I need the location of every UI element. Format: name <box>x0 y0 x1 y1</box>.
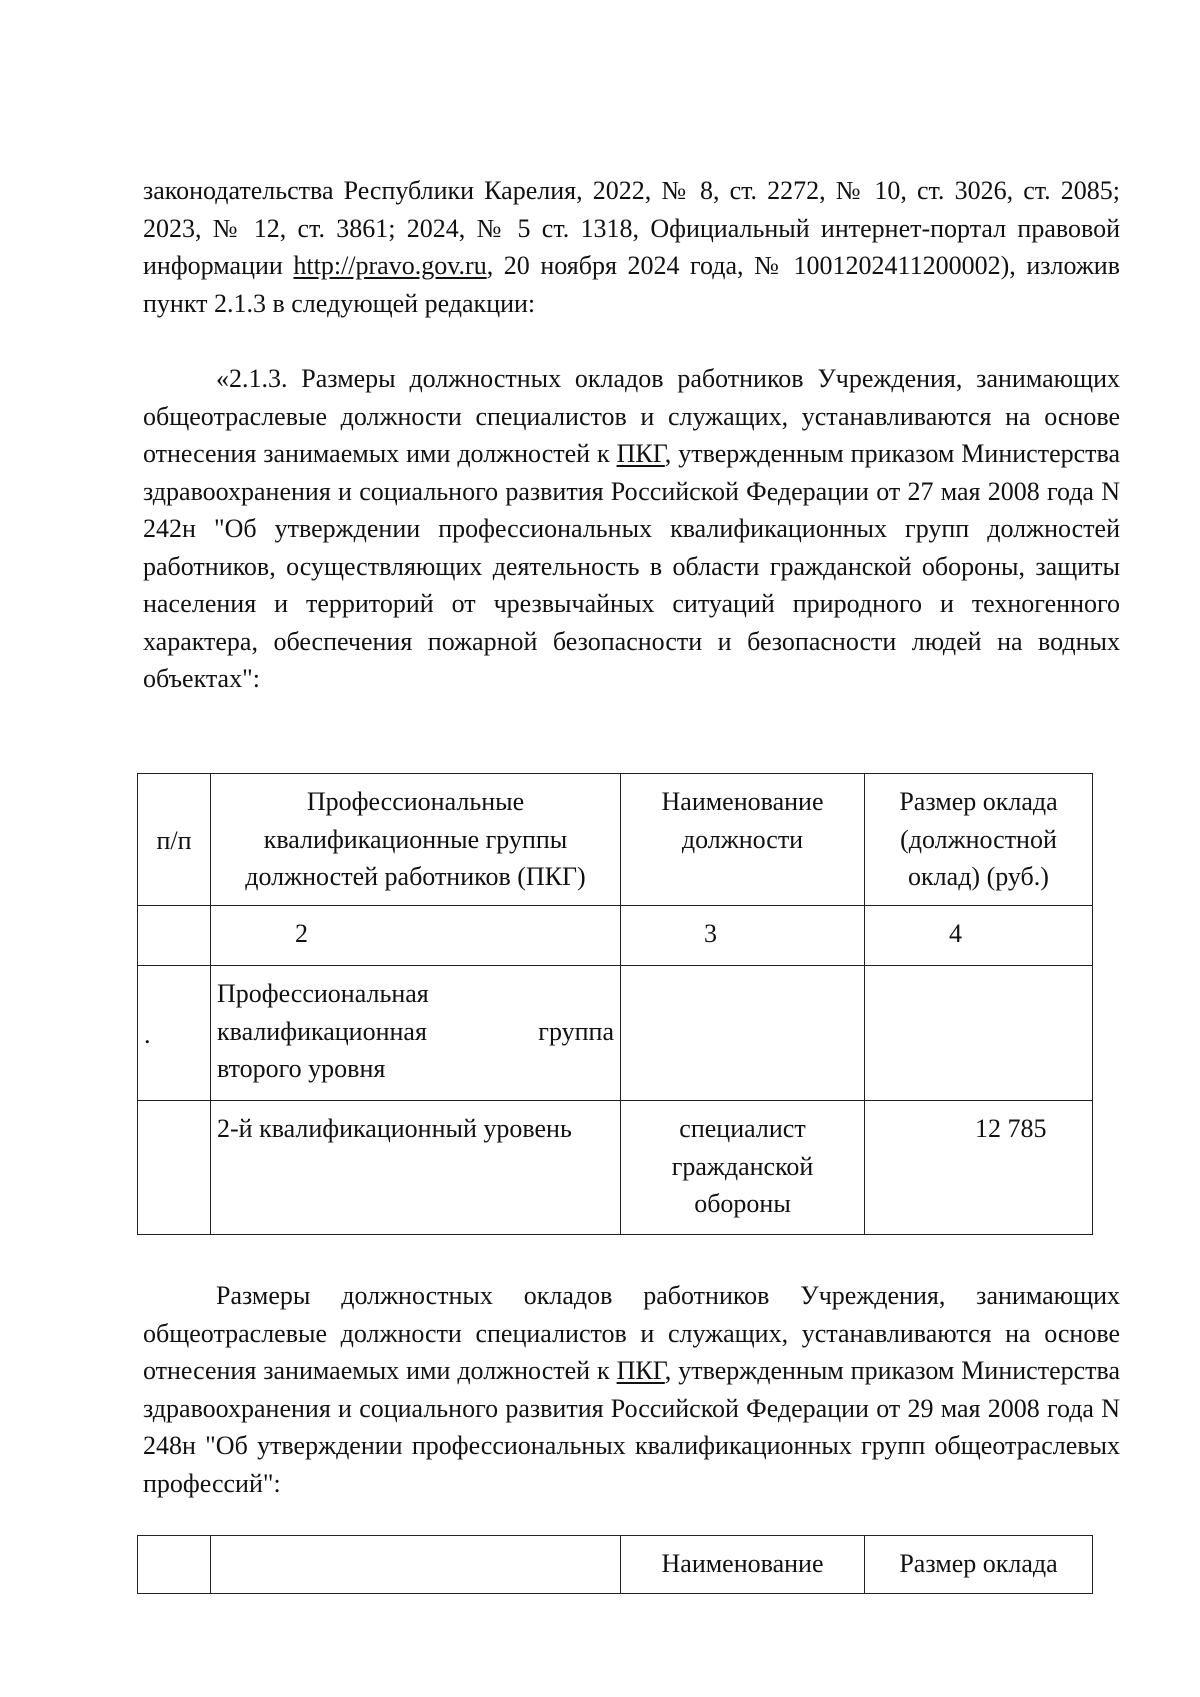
paragraph-general-professions <box>143 1277 1120 1502</box>
paragraph-legislation-reference <box>143 172 1120 322</box>
table-1-data-row <box>138 1101 1093 1235</box>
paragraph-1-text-b: , 20 ноября 2024 года, № 1001202411200002), изложив пункт 2.1.3 в следующей редакции: <box>143 251 1120 318</box>
paragraph-2-1-3 <box>143 360 1120 698</box>
pkg-link-1[interactable]: ПКГ <box>616 439 665 468</box>
group-row-salary-cell <box>865 966 1093 1101</box>
group-line-1: Профессиональная <box>217 979 429 1008</box>
paragraph-3-text-b: , утвержденным приказом Министерства здравоохранения и социального развития Российской Федерации от 29 мая 2008 года N 248н "Об утверждении профессиональных квалификационных групп общеотраслевых профессий": <box>143 1356 1120 1498</box>
table-1-group-row <box>138 966 1093 1101</box>
pkg-link-2[interactable]: ПКГ <box>616 1356 665 1385</box>
paragraph-3-text-a: Размеры должностных окладов работников Учреждения, занимающих общеотраслевые должности специалистов и служащих, устанавливаются на основе отнесения занимаемых ими должностей к <box>143 1281 1120 1385</box>
paragraph-2-text-b: , утвержденным приказом Министерства здравоохранения и социального развития Российской Федерации от 27 мая 2008 года N 242н "Об утверждении профессиональных квалификационных групп должностей работников, осуществляющих деятельность в области гражданской обороны, защиты населения и территорий от чрезвычайных ситуаций природного и техногенного характера, обеспечения пожарной безопасности и безопасности людей на водных объектах": <box>143 439 1120 693</box>
numbering-cell-4 <box>865 906 1093 966</box>
table-2-header-row <box>138 1536 1093 1594</box>
header-pkg-cell: Профессиональные квалификационные группы должностей работников (ПКГ) <box>211 774 621 906</box>
data-row-position-cell: специалист гражданской обороны <box>621 1101 865 1235</box>
group-line-2 <box>217 1013 614 1051</box>
data-row-number-cell <box>138 1101 211 1235</box>
group-row-position-cell <box>621 966 865 1101</box>
numbering-3: 3 <box>704 919 717 948</box>
numbering-cell-3 <box>621 906 865 966</box>
pravo-gov-link[interactable]: http://pravo.gov.ru <box>293 251 487 280</box>
group-line-2-left: квалификационная <box>217 1016 427 1046</box>
salary-value: 12 785 <box>975 1114 1047 1143</box>
paragraph-1-text-a: законодательства Республики Карелия, 2022, № 8, ст. 2272, № 10, ст. 3026, ст. 2085; 2023, № 12, ст. 3861; 2024, № 5 ст. 1318, Официальный интернет-портал правовой информации <box>143 176 1120 280</box>
table-1-header-row <box>138 774 1093 906</box>
data-row-salary-cell <box>865 1101 1093 1235</box>
numbering-4: 4 <box>949 919 962 948</box>
table-2-header-cell-2 <box>211 1536 621 1594</box>
data-row-level-cell: 2-й квалификационный уровень <box>211 1101 621 1235</box>
paragraph-2-text-a: «2.1.3. Размеры должностных окладов работников Учреждения, занимающих общеотраслевые должности специалистов и служащих, устанавливаются на основе отнесения занимаемых ими должностей к <box>143 364 1120 468</box>
table-2-header-cell-1 <box>138 1536 211 1594</box>
group-row-number-cell: . <box>138 966 211 1101</box>
salary-table-1 <box>137 773 1093 1235</box>
group-row-pkg-cell <box>211 966 621 1101</box>
salary-table-2 <box>137 1535 1093 1594</box>
table-1-numbering-row <box>138 906 1093 966</box>
numbering-cell-1 <box>138 906 211 966</box>
table-2-header-position-cell: Наименование <box>621 1536 865 1594</box>
group-line-2-right: группа <box>538 1016 614 1046</box>
header-salary-cell: Размер оклада (должностной оклад) (руб.) <box>865 774 1093 906</box>
table-2-header-salary-cell: Размер оклада <box>865 1536 1093 1594</box>
numbering-cell-2 <box>211 906 621 966</box>
header-number-cell: п/п <box>138 774 211 906</box>
header-position-cell: Наименование должности <box>621 774 865 906</box>
group-line-3: второго уровня <box>217 1054 386 1083</box>
numbering-2: 2 <box>295 919 308 948</box>
